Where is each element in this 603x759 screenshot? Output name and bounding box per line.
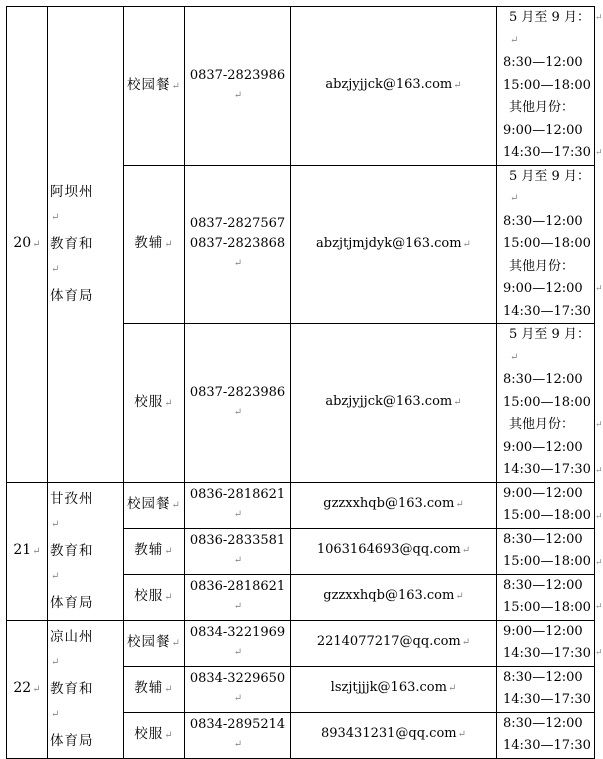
category (124, 666, 185, 712)
return-mark: ↵ (233, 693, 243, 704)
edge-mark: ↵ (595, 512, 603, 522)
hours-line: 15:00—18:00 (503, 554, 591, 569)
email-address (291, 7, 497, 166)
email-text: lszjtjjjk@163.com (330, 680, 447, 696)
hours-line: 9:00—12:00 (503, 485, 583, 501)
return-mark: ↵ (233, 555, 243, 566)
edge-mark: ↵ (595, 558, 603, 568)
department-line: 体育局 (50, 595, 94, 611)
office-hours (497, 574, 595, 620)
email-text: abzjtjmjdyk@163.com (316, 235, 462, 251)
department-line: 教育和 ↵ (50, 231, 123, 283)
return-mark: ↵ (51, 212, 61, 224)
edge-mark: ↵ (595, 420, 603, 430)
category-text: 教辅 (134, 541, 164, 558)
return-mark: ↵ (233, 258, 243, 270)
phone-numbers (185, 666, 291, 712)
hours-line: 5 月至 9 月： ↵ (503, 166, 594, 211)
edge-mark: ↵ (595, 284, 603, 294)
return-mark: ↵ (447, 683, 457, 695)
return-mark: ↵ (164, 397, 174, 409)
return-mark: ↵ (233, 406, 243, 418)
hours-line: 其他月份： (509, 100, 575, 115)
return-mark: ↵ (510, 193, 519, 204)
return-mark: ↵ (510, 351, 519, 363)
hours-line: 9:00—12:00 (503, 623, 583, 639)
return-mark: ↵ (164, 239, 174, 250)
hours-line: 9:00—12:00 (503, 439, 583, 455)
return-mark: ↵ (233, 647, 243, 658)
row-number (7, 7, 48, 483)
hours-line: 14:30—17:30 (503, 462, 591, 477)
office-hours (497, 666, 595, 712)
phone-number: 0837-2827567 (189, 216, 286, 232)
department-line: 凉山州 ↵ (50, 624, 123, 676)
phone-numbers (185, 482, 291, 528)
hours-line: 8:30—12:00 (503, 577, 583, 593)
department-line: 教育和 ↵ (50, 676, 123, 728)
row-number (7, 620, 48, 758)
return-mark: ↵ (233, 89, 243, 101)
category-text: 校服 (134, 393, 164, 410)
return-mark: ↵ (462, 238, 471, 250)
department-line: 体育局 (50, 733, 94, 749)
phone-numbers (185, 7, 291, 166)
return-mark: ↵ (233, 739, 243, 750)
phone-number: 0837-2823986 ↵ (185, 66, 290, 106)
hours-line: 14:30—17:30 (503, 692, 591, 707)
phone-number: 0836-2818621 ↵ (185, 577, 290, 617)
hours-line: 5 月至 9 月： ↵ (503, 324, 594, 369)
return-mark: ↵ (51, 571, 61, 582)
return-mark: ↵ (233, 601, 243, 612)
email-text: gzzxxhqb@163.com (323, 496, 455, 512)
department-line: 甘孜州 ↵ (50, 486, 123, 538)
return-mark: ↵ (461, 637, 471, 649)
phone-number: 0834-3221969 ↵ (185, 623, 290, 663)
category-text: 校园餐 (127, 495, 171, 512)
category (124, 528, 185, 574)
return-mark: ↵ (32, 239, 41, 250)
phone-number: 0836-2833581 ↵ (185, 531, 290, 571)
table-row (7, 7, 595, 166)
edge-mark: ↵ (595, 13, 603, 23)
table-row (7, 620, 595, 666)
category (124, 165, 185, 324)
hours-line: 8:30—12:00 (503, 372, 583, 387)
return-mark: ↵ (453, 397, 462, 408)
office-hours (497, 620, 595, 666)
hours-line: 15:00—18:00 (503, 77, 591, 93)
phone-number: 0834-2895214 ↵ (185, 715, 290, 755)
hours-line: 8:30—12:00 (503, 55, 583, 70)
office-hours (497, 165, 595, 324)
email-text: 1063164693@qq.com (316, 542, 461, 558)
return-mark: ↵ (233, 509, 243, 520)
hours-line: 14:30—17:30 (503, 303, 591, 319)
email-address (291, 482, 497, 528)
phone-number: 0834-3229650 ↵ (185, 669, 290, 709)
return-mark: ↵ (455, 499, 464, 511)
department-line: 教育和 ↵ (50, 538, 123, 590)
return-mark: ↵ (164, 683, 174, 695)
return-mark: ↵ (457, 729, 467, 741)
return-mark: ↵ (164, 591, 174, 603)
office-hours (497, 324, 595, 483)
email-address (291, 620, 497, 666)
office-hours (497, 712, 595, 758)
hours-line: 15:00—18:00 (503, 394, 591, 410)
office-hours (497, 528, 595, 574)
return-mark: ↵ (164, 545, 174, 557)
category (124, 574, 185, 620)
return-mark: ↵ (32, 683, 41, 695)
category-text: 校园餐 (127, 633, 171, 650)
hours-line: 14:30—17:30 (503, 738, 591, 753)
hours-line: 9:00—12:00 (503, 281, 583, 296)
hours-line: 15:00—18:00 (503, 600, 591, 615)
return-mark: ↵ (32, 545, 41, 557)
return-mark: ↵ (51, 519, 61, 530)
hours-line: 8:30—12:00 (503, 531, 583, 547)
category (124, 482, 185, 528)
hours-line: 8:30—12:00 (503, 669, 583, 685)
category-text: 教辅 (134, 679, 164, 696)
return-mark: ↵ (455, 591, 464, 603)
category-text: 教辅 (134, 235, 164, 251)
email-address (291, 324, 497, 483)
email-text: abzjyjjck@163.com (325, 394, 453, 409)
hours-line: 5 月至 9 月： ↵ (503, 7, 594, 52)
hours-line: 14:30—17:30 (503, 646, 591, 661)
category (124, 712, 185, 758)
phone-numbers (185, 165, 291, 324)
hours-line: 15:00—18:00 (503, 508, 591, 523)
return-mark: ↵ (510, 34, 519, 46)
office-hours (497, 7, 595, 166)
department-name (48, 7, 124, 483)
hours-line: 15:00—18:00 (503, 236, 591, 251)
row-number-text: 22 (13, 679, 32, 696)
department-line: 体育局 (50, 288, 94, 305)
edge-mark: ↵ (595, 602, 603, 612)
category-text: 校园餐 (127, 76, 171, 93)
phone-number: 0837-2823986 ↵ (185, 383, 290, 423)
phone-number: 0837-2823868 ↵ (185, 234, 290, 274)
return-mark: ↵ (171, 637, 181, 649)
return-mark: ↵ (51, 264, 61, 276)
row-number (7, 482, 48, 620)
edge-mark: ↵ (595, 648, 603, 658)
return-mark: ↵ (171, 80, 181, 92)
hours-line: 8:30—12:00 (503, 715, 583, 731)
department-line: 阿坝州 ↵ (50, 179, 123, 231)
hours-line: 9:00—12:00 (503, 122, 583, 138)
return-mark: ↵ (164, 729, 174, 741)
edge-mark: ↵ (595, 466, 603, 476)
edge-mark: ↵ (595, 148, 603, 158)
department-name (48, 482, 124, 620)
department-name (48, 620, 124, 758)
return-mark: ↵ (453, 80, 462, 91)
email-text: abzjyjjck@163.com (325, 77, 453, 92)
category (124, 7, 185, 166)
table-row (7, 482, 595, 528)
hours-line: 其他月份： (509, 417, 575, 432)
phone-numbers (185, 324, 291, 483)
hours-line: 8:30—12:00 (503, 213, 583, 229)
email-text: 2214077217@qq.com (316, 634, 461, 650)
category-text: 校服 (134, 725, 164, 742)
email-address (291, 165, 497, 324)
email-address (291, 528, 497, 574)
phone-numbers (185, 620, 291, 666)
return-mark: ↵ (51, 657, 61, 668)
office-hours (497, 482, 595, 528)
hours-line: 其他月份： (509, 258, 575, 274)
row-number-text: 20 (13, 235, 32, 251)
email-address (291, 712, 497, 758)
category (124, 620, 185, 666)
phone-numbers (185, 712, 291, 758)
email-address (291, 666, 497, 712)
phone-numbers (185, 528, 291, 574)
email-address (291, 574, 497, 620)
phone-number: 0836-2818621 ↵ (185, 485, 290, 525)
category (124, 324, 185, 483)
hours-line: 14:30—17:30 (503, 145, 591, 160)
row-number-text: 21 (13, 541, 32, 558)
phone-numbers (185, 574, 291, 620)
contact-table (6, 6, 595, 759)
email-text: gzzxxhqb@163.com (323, 588, 455, 604)
category-text: 校服 (134, 587, 164, 604)
return-mark: ↵ (51, 709, 61, 720)
email-text: 893431231@qq.com (320, 726, 457, 742)
return-mark: ↵ (461, 545, 471, 557)
return-mark: ↵ (171, 499, 181, 511)
